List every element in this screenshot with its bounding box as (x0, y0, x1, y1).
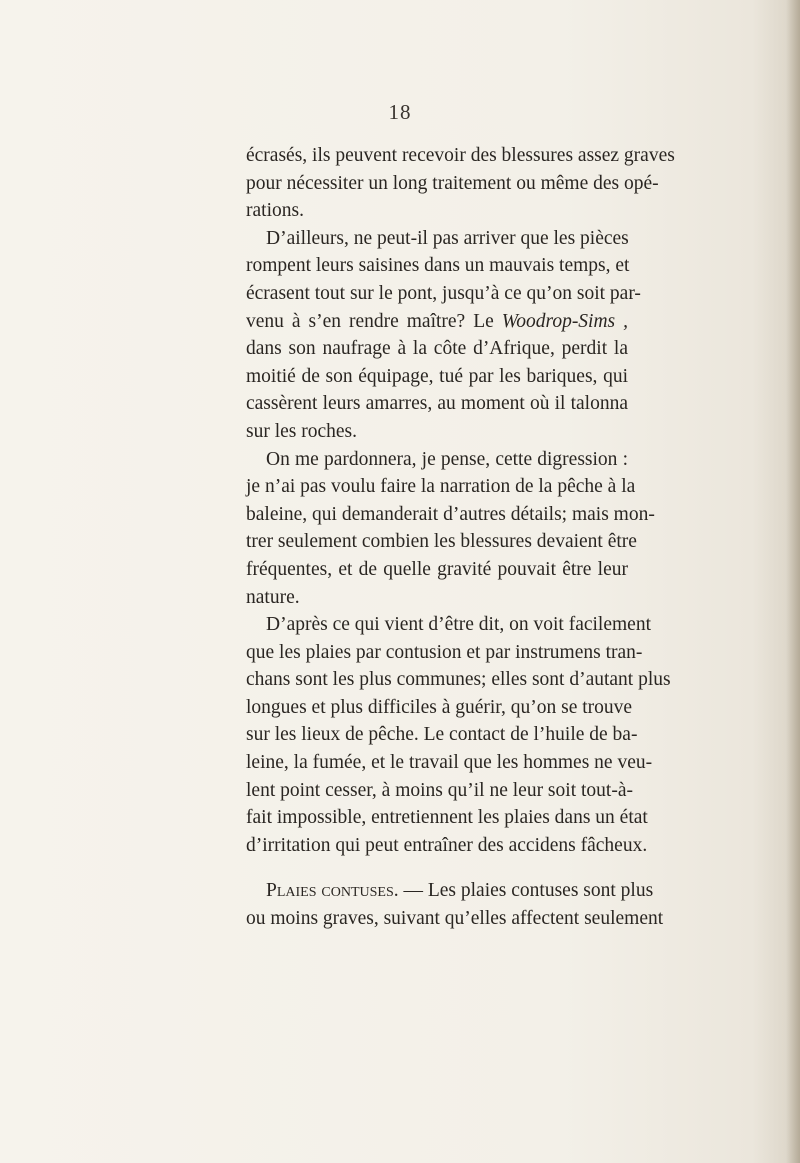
text-line: pour nécessiter un long traitement ou même des opé- (246, 172, 659, 194)
text-line: sur les roches. (246, 420, 358, 442)
text-line: fait impossible, entretiennent les plaies dans un état (246, 807, 648, 829)
text-segment: venu à s’en rendre maître? Le (246, 310, 494, 332)
text-line: rompent leurs saisines dans un mauvais temps, et (246, 255, 630, 277)
text-line: que les plaies par contusion et par instrumens tran- (246, 641, 643, 663)
body-text (246, 142, 675, 933)
page-number: 18 (388, 100, 412, 124)
text-line: moitié de son équipage, tué par les bariques, qui (246, 365, 628, 387)
text-line: nature. (246, 586, 300, 608)
text-line: trer seulement combien les blessures devaient être (246, 531, 637, 553)
text-line: sur les lieux de pêche. Le contact de l’huile de ba- (246, 724, 638, 746)
text-line: ou moins graves, suivant qu’elles affectent seulement (246, 908, 664, 930)
section-heading: Plaies contuses. (266, 880, 399, 902)
text-line: lent point cesser, à moins qu’il ne leur soit tout-à- (246, 779, 633, 801)
text-line: d’irritation qui peut entraîner des accidens fâcheux. (246, 834, 648, 856)
text-line: baleine, qui demanderait d’autres détails; mais mon- (246, 503, 655, 525)
text-line: écrasent tout sur le pont, jusqu’à ce qu’on soit par- (246, 282, 641, 304)
text-line: D’après ce qui vient d’être dit, on voit facilement (266, 614, 651, 636)
text-line: cassèrent leurs amarres, au moment où il talonna (246, 393, 628, 415)
text-line: rations. (246, 200, 304, 222)
section-gap (246, 859, 628, 877)
text-segment: — Les plaies contuses sont plus (403, 880, 654, 902)
text-line: D’ailleurs, ne peut-il pas arriver que les pièces (266, 227, 629, 249)
text-line: longues et plus difficiles à guérir, qu’on se trouve (246, 696, 633, 718)
text-line: écrasés, ils peuvent recevoir des blessures assez graves (246, 145, 675, 166)
page-edge-shadow (786, 0, 800, 1163)
text-line: fréquentes, et de quelle gravité pouvait être leur (246, 558, 628, 580)
text-line-with-italic (246, 308, 628, 336)
ship-name: Woodrop-Sims , (501, 310, 629, 332)
text-line: chans sont les plus communes; elles sont d’autant plus (246, 669, 671, 691)
text-line: On me pardonnera, je pense, cette digression : (266, 448, 628, 470)
text-line-with-heading (246, 877, 654, 905)
text-line: dans son naufrage à la côte d’Afrique, perdit la (246, 338, 628, 360)
text-line: je n’ai pas voulu faire la narration de la pêche à la (246, 476, 636, 498)
text-line: leine, la fumée, et le travail que les hommes ne veu- (246, 752, 653, 774)
